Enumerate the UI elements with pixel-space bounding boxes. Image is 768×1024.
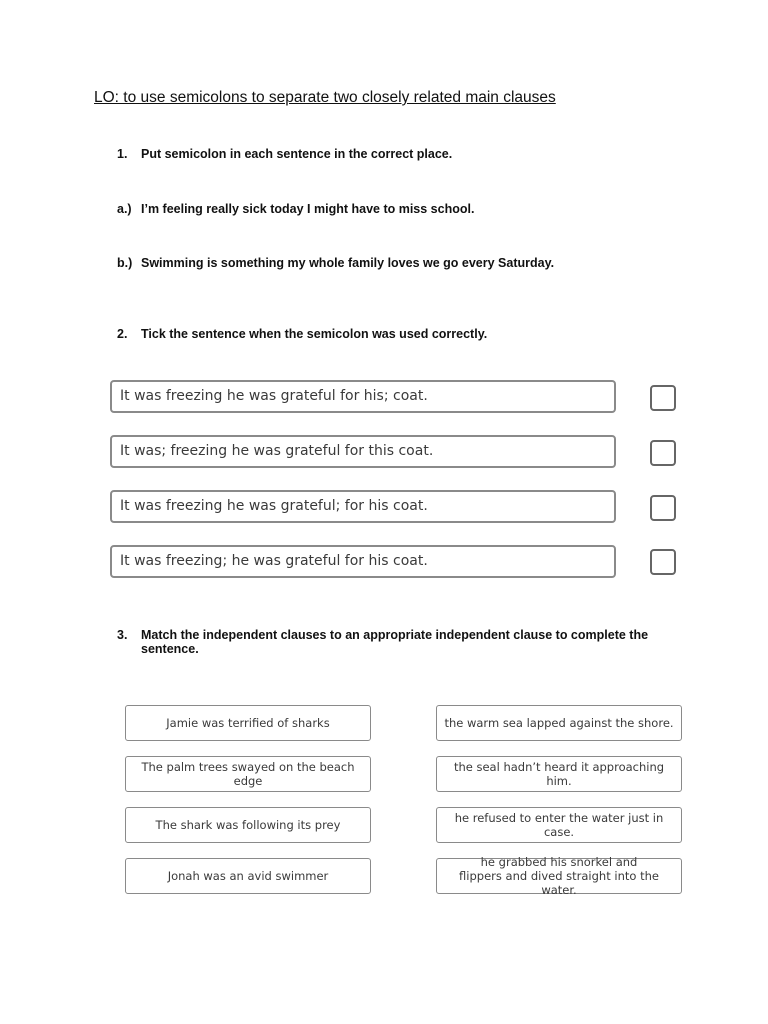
match-left-1[interactable]: Jamie was terrified of sharks: [125, 705, 371, 741]
tick-checkbox-1[interactable]: [650, 385, 676, 411]
sentence-b-text: Swimming is something my whole family loves we go every Saturday.: [141, 256, 555, 270]
tick-option-2: [110, 435, 616, 468]
page-title: LO: to use semicolons to separate two closely related main clauses: [94, 89, 556, 106]
sentence-b-label: b.): [117, 256, 133, 270]
question-1-text: Put semicolon in each sentence in the correct place.: [141, 147, 453, 161]
match-right-3[interactable]: he refused to enter the water just in case.: [436, 807, 682, 843]
sentence-a: [117, 202, 474, 216]
tick-option-3-text: It was freezing he was grateful; for his coat.: [110, 490, 616, 523]
tick-option-1: [110, 380, 616, 413]
tick-checkbox-3[interactable]: [650, 495, 676, 521]
match-left-2[interactable]: The palm trees swayed on the beach edge: [125, 756, 371, 792]
match-right-2[interactable]: the seal hadn’t heard it approaching him.: [436, 756, 682, 792]
question-3: [117, 628, 651, 656]
tick-checkbox-2[interactable]: [650, 440, 676, 466]
sentence-a-text: I’m feeling really sick today I might have to miss school.: [141, 202, 475, 216]
match-left-4[interactable]: Jonah was an avid swimmer: [125, 858, 371, 894]
match-left-3[interactable]: The shark was following its prey: [125, 807, 371, 843]
question-2-number: 2.: [117, 327, 128, 341]
question-3-text: Match the independent clauses to an appropriate independent clause to complete the sentence.: [141, 628, 649, 656]
tick-option-3: [110, 490, 616, 523]
sentence-b: [117, 256, 554, 270]
question-1: [117, 147, 452, 161]
tick-option-1-text: It was freezing he was grateful for his; coat.: [110, 380, 616, 413]
tick-option-2-text: It was; freezing he was grateful for this coat.: [110, 435, 616, 468]
tick-checkbox-4[interactable]: [650, 549, 676, 575]
tick-option-4-text: It was freezing; he was grateful for his coat.: [110, 545, 616, 578]
match-right-4[interactable]: he grabbed his snorkel and flippers and dived straight into the water.: [436, 858, 682, 894]
sentence-a-label: a.): [117, 202, 132, 216]
question-3-number: 3.: [117, 628, 128, 642]
match-right-1[interactable]: the warm sea lapped against the shore.: [436, 705, 682, 741]
tick-option-4: [110, 545, 616, 578]
question-2-text: Tick the sentence when the semicolon was used correctly.: [141, 327, 488, 341]
question-1-number: 1.: [117, 147, 128, 161]
question-2: [117, 327, 487, 341]
